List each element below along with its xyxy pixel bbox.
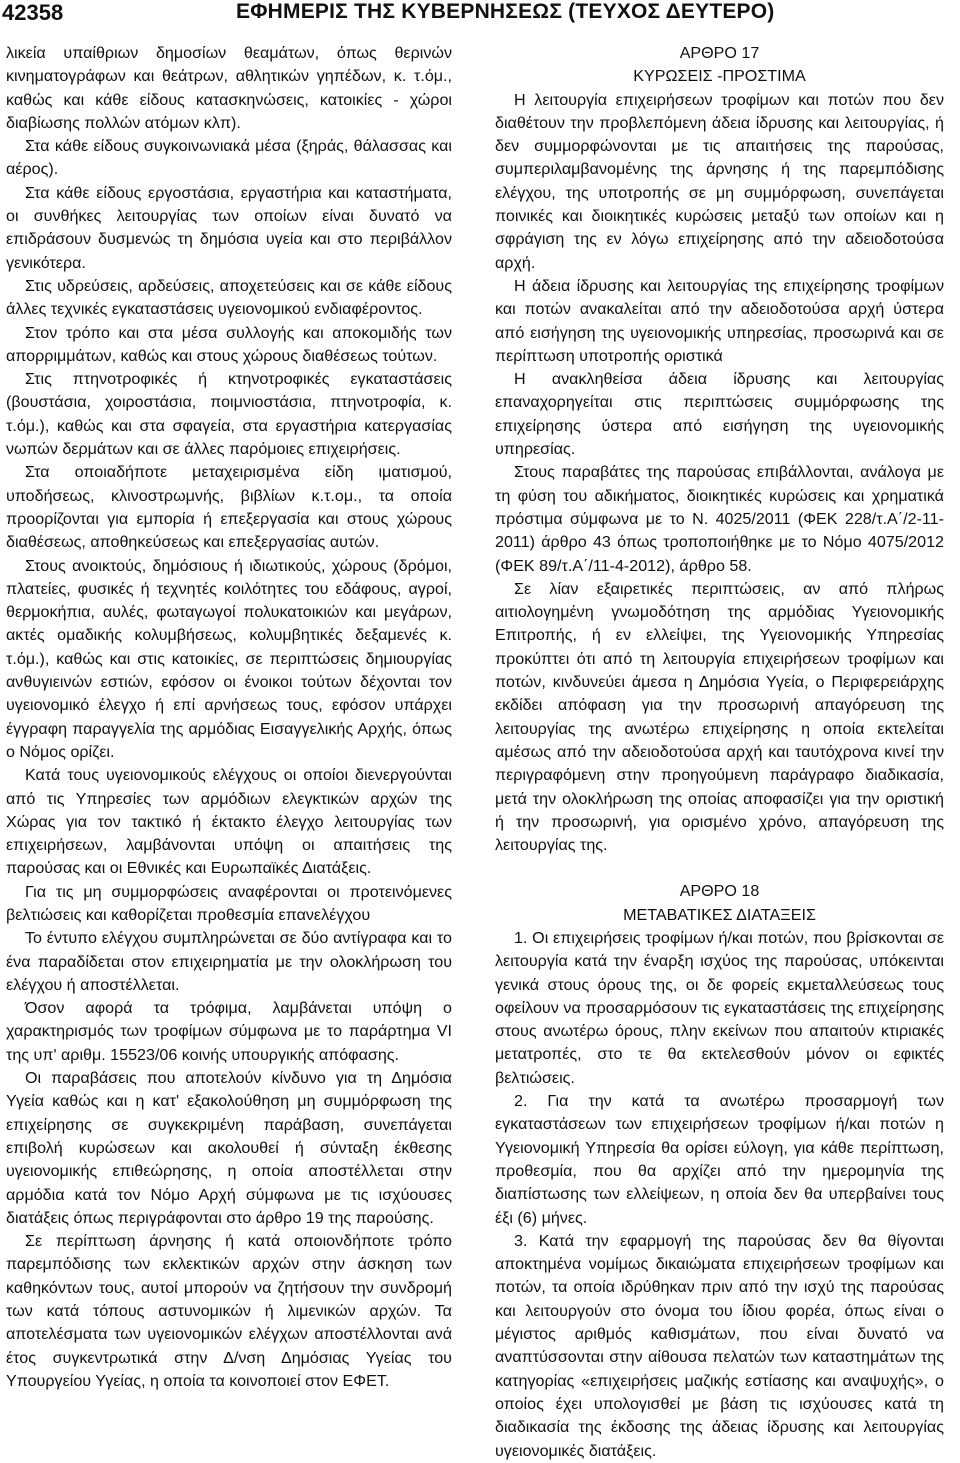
gazette-title: ΕΦΗΜΕΡΙΣ ΤΗΣ ΚΥΒΕΡΝΗΣΕΩΣ (ΤΕΥΧΟΣ ΔΕΥΤΕΡΟ)	[236, 0, 775, 23]
paragraph: Η άδεια ίδρυσης και λειτουργίας της επιχείρησης τροφίμων και ποτών ανακαλείται από την αδειοδοτούσα αρχή ύστερα από εισήγηση της υγειονομικής υπηρεσίας, προσωρινά και σε περίπτωση υποτροπής οριστικά	[495, 276, 944, 365]
article-17-title: ΚΥΡΩΣΕΙΣ -ΠΡΟΣΤΙΜΑ	[633, 67, 806, 86]
paragraph: Στους ανοικτούς, δημόσιους ή ιδιωτικούς, χώρους (δρόμοι, πλατείες, φυσικές ή τεχνητές κοιλότητες του εδάφους, αγροί, θερμοκήπια, αυλές, φωταγωγοί πολυκατοικιών και μεγάρων, ακτές ομαδικής κολυμβήσεως, κολυμβητικές δεξαμενές κ. τ.όμ.), καθώς και στις κατοικίες, σε περιπτώσεις δημιουργίας ανθυγιεινών εστιών, εφόσον οι ένοικοι τούτων δέχονται τον υγειονομικό έλεγχο ή επί αρνήσεως τους, εφόσον υπάρχει έγγραφη παραγγελία της αρμόδιας Εισαγγελικής Αρχής, όπως ο Νόμος ορίζει.	[6, 556, 452, 761]
page-header	[0, 0, 960, 30]
article-17-number: ΑΡΘΡΟ 17	[679, 44, 760, 62]
paragraph: Η ανακληθείσα άδεια ίδρυσης και λειτουργίας επαναχορηγείται στις περιπτώσεις συμμόρφωσης της επιχείρησης ύστερα από εισήγηση της υγειονομικής υπηρεσίας.	[495, 370, 944, 459]
paragraph: Κατά τους υγειονομικούς ελέγχους οι οποίοι διενεργούνται από τις Υπηρεσίες των αρμόδιων ελεγκτικών αρχών της Χώρας για τον τακτικό ή έκτακτο έλεγχο λειτουργίας των επιχειρήσεων, λαμβάνονται υπόψη οι απαιτήσεις της παρούσας και οι Εθνικές και Ευρωπαϊκές Διατάξεις.	[6, 766, 452, 878]
paragraph: 2. Για την κατά τα ανωτέρω προσαρμογή των εγκαταστάσεων των επιχειρήσεων τροφίμων ή/και ποτών η Υγειονομική Υπηρεσία θα ορίσει εύλογη, για κάθε περίπτωση, προθεσμία, που θα αρχίζει από την ημερομηνία της διαπίστωσης των ελλείψεων, η οποία δεν θα υπερβαίνει τους έξι (6) μήνες.	[495, 1092, 944, 1227]
paragraph: Σε λίαν εξαιρετικές περιπτώσεις, αν από πλήρως αιτιολογημένη γνωμοδότηση της αρμόδιας Υγειονομικής Επιτροπής, ή εν ελλείψει, της Υγειονομικής Υπηρεσίας προκύπτει ότι από τη λειτουργία επιχειρήσεων τροφίμων και ποτών, κινδυνεύει άμεσα η Δημόσια Υγεία, ο Περιφερειάρχης εκδίδει απόφαση για την προσωρινή απαγόρευση της λειτουργίας της ανωτέρω επιχείρησης η οποία εκτελείται αμέσως από την αδειοδοτούσα αρχή και ταυτόχρονα κινεί την περιγραφόμενη στην προηγούμενη παράγραφο διαδικασία, μετά την ολοκλήρωση της οποίας αποφασίζει για την οριστική ή την προσωρινή, για ορισμένο χρόνο, απαγόρευση της λειτουργίας της.	[495, 579, 944, 855]
paragraph: Για τις μη συμμορφώσεις αναφέρονται οι προτεινόμενες βελτιώσεις και καθορίζεται προθεσμία επανελέγχου	[6, 882, 452, 924]
paragraph: Όσον αφορά τα τρόφιμα, λαμβάνεται υπόψη ο χαρακτηρισμός των τροφίμων σύμφωνα με το παράρτημα VI της υπ' αριθμ. 15523/06 κοινής υπουργικής απόφασης.	[6, 999, 452, 1064]
paragraph: Στις πτηνοτροφικές ή κτηνοτροφικές εγκαταστάσεις (βουστάσια, χοιροστάσια, ποιμνιοστάσια, πτηνοτροφία, κ. τ.όμ.), καθώς και στα σφαγεία, στα εργαστήρια κατεργασίας νωπών δερμάτων και σε άλλες παρόμοιες επιχειρήσεις.	[6, 370, 452, 459]
paragraph: 3. Κατά την εφαρμογή της παρούσας δεν θα θίγονται αποκτημένα νομίμως δικαιώματα επιχειρήσεων τροφίμων και ποτών, τα οποία ιδρύθηκαν πριν από την ισχύ της παρούσας και λειτουργούν στο όνομα του ίδιου φορέα, όπως είναι ο μέγιστος αριθμός καθισμάτων, που είναι δυνατό να αναπτύσσονται στην αίθουσα πελατών των καταστημάτων της κατηγορίας «επιχειρήσεις μαζικής εστίασης και αναψυχής», ο οποίος έχει υπολογισθεί με βάση τις ισχύουσες κατά τη διαδικασία της έκδοσης της άδειας ίδρυσης και λειτουργίας υγειονομικές διατάξεις.	[495, 1231, 944, 1460]
left-column	[6, 42, 452, 1393]
paragraph: Στις υδρεύσεις, αρδεύσεις, αποχετεύσεις και σε κάθε είδους άλλες τεχνικές εγκαταστάσεις υγειονομικού ενδιαφέροντος.	[6, 276, 452, 319]
paragraph: Το έντυπο ελέγχου συμπληρώνεται σε δύο αντίγραφα και το ένα παραδίδεται στον επιχειρηματία με την ολοκλήρωση του ελέγχου ή αποστέλλεται.	[6, 929, 452, 994]
article-18-number: ΑΡΘΡΟ 18	[679, 882, 760, 901]
paragraph: Η λειτουργία επιχειρήσεων τροφίμων και ποτών που δεν διαθέτουν την προβλεπόμενη άδεια ίδρυσης και λειτουργίας, ή δεν συμμορφώνονται με τις απαιτήσεις της παρούσας, συμπεριλαμβανομένης της άρνησης ή της παρεμπόδισης ελέγχου, της υποτροπής σε μη συμμόρφωση, συνεπάγεται ποινικές και διοικητικές κυρώσεις μεταξύ των οποίων και η σφράγιση της εν λόγω επιχείρησης από την αδειοδοτούσα αρχή.	[495, 90, 944, 272]
page-number: 42358	[2, 0, 64, 25]
paragraph: Στον τρόπο και στα μέσα συλλογής και αποκομιδής των απορριμμάτων, καθώς και στους χώρους διαθέσεως τούτων.	[6, 323, 452, 365]
article-18-title: ΜΕΤΑΒΑΤΙΚΕΣ ΔΙΑΤΑΞΕΙΣ	[623, 905, 816, 924]
right-column	[495, 42, 944, 1463]
paragraph: 1. Οι επιχειρήσεις τροφίμων ή/και ποτών, που βρίσκονται σε λειτουργία κατά την έναρξη ισχύος της παρούσας, υπόκεινται γενικά στους όρους της, οι δε φορείς εκμεταλλεύσεως τους οφείλουν να προσαρμόσουν τις εγκαταστάσεις της επιχείρησης στους ανωτέρω όρους, πλην εκείνων που απαιτούν κτιριακές μετατροπές, στο τε θα εκτελεσθούν μόνον οι εφικτές βελτιώσεις.	[495, 928, 944, 1087]
paragraph: Στα κάθε είδους εργοστάσια, εργαστήρια και καταστήματα, οι συνθήκες λειτουργίας των οποίων είναι δυνατό να επιδράσουν δυσμενώς τη δημόσια υγεία και στο περιβάλλον γενικότερα.	[6, 183, 452, 272]
paragraph: Στα κάθε είδους συγκοινωνιακά μέσα (ξηράς, θάλασσας και αέρος).	[6, 137, 452, 179]
paragraph: λικεία υπαίθριων δημοσίων θεαμάτων, όπως θερινών κινηματογράφων και θεάτρων, αθλητικών γηπέδων, κ. τ.όμ., καθώς και κάθε είδους κατασκηνώσεις, κατοικίες - χώροι διαβίωσης πολλών ατόμων κλπ).	[6, 44, 452, 132]
paragraph: Στα οποιαδήποτε μεταχειρισμένα είδη ιματισμού, υποδήσεως, κλινοστρωμνής, βιβλίων κ.τ.ομ., τα οποία προορίζονται για εμπορία ή επεξεργασία και στους χώρους διαθέσεως, αποθηκεύσεως και επεξεργασίας αυτών.	[6, 463, 452, 552]
paragraph: Σε περίπτωση άρνησης ή κατά οποιονδήποτε τρόπο παρεμπόδισης των εκλεκτικών αρχών στην άσκηση των καθηκόντων τους, αυτοί μπορούν να ζητήσουν την συνδρομή των κατά τόπους αστυνομικών ή λιμενικών αρχών. Τα αποτελέσματα των υγειονομικών ελέγχων αποστέλλονται ανά έτος συγκεντρωτικά στην Δ/νση Δημόσιας Υγείας του Υπουργείου Υγείας, η οποία τα κοινοποιεί στον ΕΦΕΤ.	[6, 1232, 452, 1390]
paragraph: Οι παραβάσεις που αποτελούν κίνδυνο για τη Δημόσια Υγεία καθώς και η κατ' εξακολούθηση μη συμμόρφωση της επιχείρησης σε συγκεκριμένη παράβαση, συνεπάγεται επιβολή κυρώσεων και ακολουθεί ή σύνταξη έκθεσης υγειονομικής επιθεώρησης, η οποία αποστέλλεται στην αρμόδια κατά τον Νόμο Αρχή σύμφωνα με τις ισχύουσες διατάξεις όπως περιγράφονται στο άρθρο 19 της παρούσης.	[6, 1069, 452, 1227]
paragraph: Στους παραβάτες της παρούσας επιβάλλονται, ανάλογα με τη φύση του αδικήματος, διοικητικές κυρώσεις και χρηματικά πρόστιμα σύμφωνα με το Ν. 4025/2011 (ΦΕΚ 228/τ.Α΄/2-11-2011) άρθρο 43 όπως τροποποιήθηκε με το Νόμο 4075/2012 (ΦΕΚ 89/τ.Α΄/11-4-2012), άρθρο 58.	[495, 463, 944, 575]
